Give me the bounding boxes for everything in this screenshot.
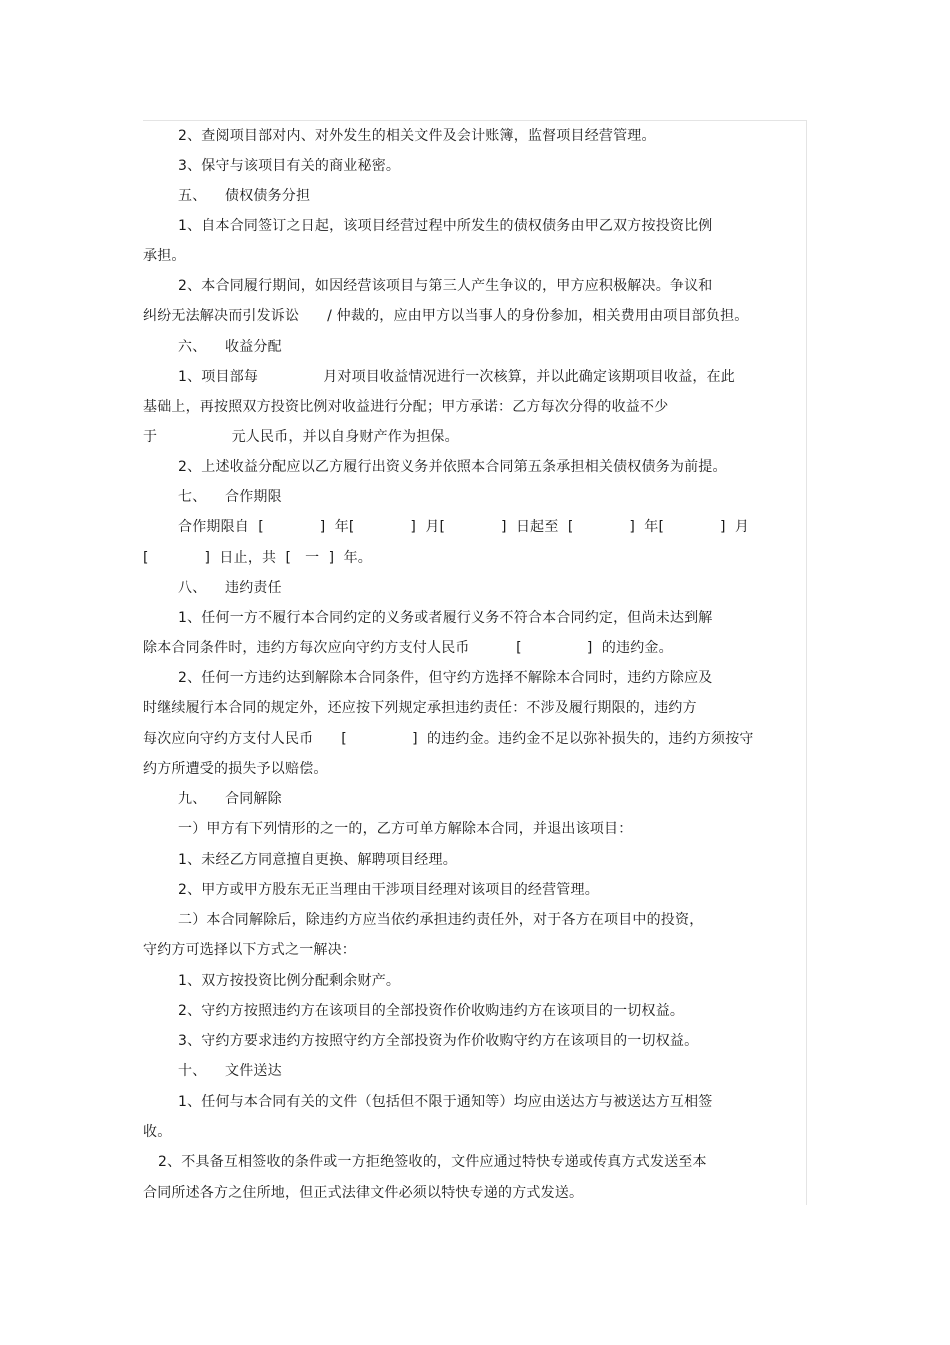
clause-line: 2、本合同履行期间，如因经营该项目与第三人产生争议的，甲方应积极解决。争议和	[178, 278, 713, 294]
clause-line: 3、保守与该项目有关的商业秘密。	[178, 158, 401, 174]
section-heading: 七、 合作期限	[178, 489, 282, 505]
clause-line: 合同所述各方之住所地，但正式法律文件必须以特快专递的方式发送。	[143, 1185, 584, 1201]
clause-line: 除本合同条件时，违约方每次应向守约方支付人民币 [ ] 的违约金。	[143, 640, 673, 656]
section-heading: 六、 收益分配	[178, 339, 282, 355]
section-heading: 五、 债权债务分担	[178, 188, 311, 204]
clause-line: 3、守约方要求违约方按照守约方全部投资为作价收购守约方在该项目的一切权益。	[178, 1033, 699, 1049]
clause-line: 一）甲方有下列情形的之一的，乙方可单方解除本合同，并退出该项目：	[178, 821, 633, 837]
clause-line: 2、不具备互相签收的条件或一方拒绝签收的，文件应通过特快专递或传真方式发送至本	[158, 1154, 707, 1170]
clause-line: 1、双方按投资比例分配剩余财产。	[178, 973, 401, 989]
clause-line: 2、查阅项目部对内、对外发生的相关文件及会计账簿，监督项目经营管理。	[178, 128, 656, 144]
clause-line: 承担。	[143, 248, 186, 264]
clause-line: 1、任何一方不履行本合同约定的义务或者履行义务不符合本合同约定，但尚未达到解	[178, 610, 713, 626]
clause-line: 2、甲方或甲方股东无正当理由干涉项目经理对该项目的经营管理。	[178, 882, 599, 898]
clause-line: 收。	[143, 1124, 172, 1140]
clause-line: 二）本合同解除后，除违约方应当依约承担违约责任外，对于各方在项目中的投资，	[178, 912, 704, 928]
clause-line: 基础上，再按照双方投资比例对收益进行分配；甲方承诺：乙方每次分得的收益不少	[143, 399, 669, 415]
clause-line: 时继续履行本合同的规定外，还应按下列规定承担违约责任：不涉及履行期限的，违约方	[143, 700, 697, 716]
section-heading: 九、 合同解除	[178, 791, 282, 807]
clause-line: 约方所遭受的损失予以赔偿。	[143, 761, 328, 777]
clause-line: 1、任何与本合同有关的文件（包括但不限于通知等）均应由送达方与被送达方互相签	[178, 1094, 713, 1110]
clause-line: 1、未经乙方同意擅自更换、解聘项目经理。	[178, 852, 457, 868]
clause-line: 合作期限自 [ ] 年[ ] 月[ ] 日起至 [ ] 年[ ] 月	[178, 519, 750, 535]
clause-line: 守约方可选择以下方式之一解决：	[143, 942, 356, 958]
clause-line: 2、任何一方违约达到解除本合同条件，但守约方选择不解除本合同时，违约方除应及	[178, 670, 713, 686]
section-heading: 八、 违约责任	[178, 580, 282, 596]
clause-line: 2、守约方按照违约方在该项目的全部投资作价收购违约方在该项目的一切权益。	[178, 1003, 685, 1019]
clause-line: 2、上述收益分配应以乙方履行出资义务并依照本合同第五条承担相关债权债务为前提。	[178, 459, 727, 475]
section-heading: 十、 文件送达	[178, 1063, 282, 1079]
clause-line: 1、项目部每 月对项目收益情况进行一次核算，并以此确定该期项目收益，在此	[178, 369, 736, 385]
clause-line: 纠纷无法解决而引发诉讼 / 仲裁的，应由甲方以当事人的身份参加，相关费用由项目部负担。	[143, 308, 749, 324]
clause-line: [ ] 日止，共 [ 一 ] 年。	[143, 550, 373, 566]
clause-line: 每次应向守约方支付人民币 [ ] 的违约金。违约金不足以弥补损失的，违约方须按守	[143, 731, 754, 747]
clause-line: 1、自本合同签订之日起，该项目经营过程中所发生的债权债务由甲乙双方按投资比例	[178, 218, 713, 234]
clause-line: 于 元人民币，并以自身财产作为担保。	[143, 429, 459, 445]
